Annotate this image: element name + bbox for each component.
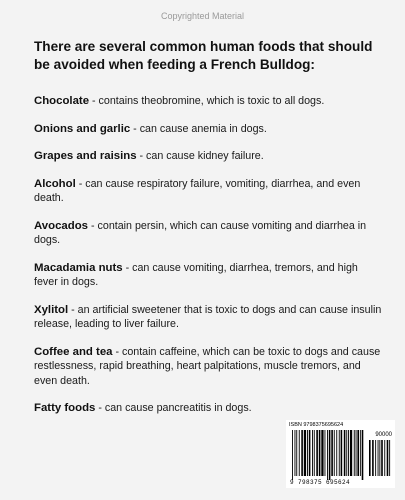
- barcode-bar: [384, 440, 385, 476]
- barcode-bar: [304, 430, 306, 476]
- food-description: - contain caffeine, which can be toxic to dogs and cause restlessness, rapid breathing, heart palpitations, muscle tremors, and even death.: [34, 345, 381, 387]
- food-item: [34, 94, 384, 109]
- intro-heading: There are several common human foods that should be avoided when feeding a French Bulldog:: [34, 39, 373, 72]
- food-item: [34, 122, 384, 137]
- food-description: - can cause vomiting, diarrhea, tremors, and high fever in dogs.: [34, 261, 358, 288]
- barcode-bar: [387, 440, 389, 476]
- barcode-bar: [316, 430, 318, 476]
- barcode-bar: [336, 430, 337, 476]
- barcode-bar: [339, 430, 340, 476]
- barcode-bar: [369, 440, 371, 476]
- food-item: [34, 345, 384, 389]
- barcode-bar: [372, 440, 374, 476]
- barcode-bar: [357, 430, 359, 476]
- barcode-bar: [378, 440, 379, 476]
- food-item: [34, 219, 384, 248]
- food-item: [34, 177, 384, 206]
- barcode-bar: [389, 440, 390, 476]
- barcode-bar: [329, 430, 331, 480]
- barcode-bar: [350, 430, 352, 476]
- barcode-bar: [362, 430, 364, 480]
- barcode-bar: [381, 440, 383, 476]
- barcode-bar: [295, 430, 296, 476]
- food-term: Onions and garlic: [34, 122, 131, 135]
- copyright-watermark: Copyrighted Material: [160, 11, 245, 21]
- barcode-bar: [327, 430, 328, 480]
- barcode-bar: [314, 430, 315, 476]
- barcode-bar: [292, 430, 293, 480]
- barcode-bar: [356, 430, 357, 476]
- barcode-bar: [346, 430, 347, 476]
- barcode-bar: [299, 430, 300, 476]
- food-description: - contain persin, which can cause vomiting and diarrhea in dogs.: [34, 219, 367, 246]
- food-term: Macadamia nuts: [34, 261, 123, 274]
- food-description: - can cause respiratory failure, vomiting, diarrhea, and even death.: [34, 177, 361, 204]
- food-term: Avocados: [34, 219, 89, 232]
- barcode-bar: [331, 430, 333, 476]
- barcode-bar: [309, 430, 311, 476]
- barcode-bar: [334, 430, 335, 476]
- barcode-bar: [312, 430, 313, 476]
- food-description: - an artificial sweetener that is toxic to dogs and can cause insulin release, leading to liver failure.: [34, 303, 382, 330]
- barcode-digits: 9 798375 695624: [290, 479, 351, 486]
- barcode-isbn: ISBN 9798375695624: [289, 422, 344, 428]
- barcode-bar: [341, 430, 343, 476]
- barcode-bar: [375, 440, 376, 476]
- barcode-bar: [348, 430, 349, 476]
- food-term: Chocolate: [34, 95, 90, 107]
- barcode-bar: [344, 430, 346, 476]
- food-description: - can cause pancreatitis in dogs.: [95, 402, 252, 414]
- barcode-bar: [301, 430, 303, 476]
- barcode-bar: [360, 430, 361, 476]
- food-description: - contains theobromine, which is toxic to all dogs.: [89, 95, 325, 107]
- food-term: Xylitol: [34, 303, 69, 316]
- food-item: [34, 261, 384, 290]
- food-item: [34, 149, 384, 164]
- food-term: Fatty foods: [34, 402, 96, 414]
- food-term: Coffee and tea: [34, 345, 113, 358]
- isbn-barcode: [286, 420, 395, 488]
- food-item: [34, 401, 384, 416]
- barcode-bar: [321, 430, 323, 476]
- food-term: Grapes and raisins: [34, 150, 137, 162]
- food-item: [34, 303, 384, 332]
- food-description: - can cause anemia in dogs.: [130, 122, 267, 135]
- barcode-bar: [319, 430, 321, 476]
- food-term: Alcohol: [34, 177, 76, 190]
- barcode-bar: [354, 430, 355, 476]
- barcode-bar: [379, 440, 380, 476]
- barcode-bar: [307, 430, 308, 476]
- page-content: [34, 38, 384, 429]
- barcode-bars: [286, 420, 395, 488]
- barcode-bar: [296, 430, 297, 476]
- barcode-price-code: 90000: [375, 432, 392, 438]
- food-description: - can cause kidney failure.: [136, 150, 264, 162]
- barcode-bar: [325, 430, 326, 476]
